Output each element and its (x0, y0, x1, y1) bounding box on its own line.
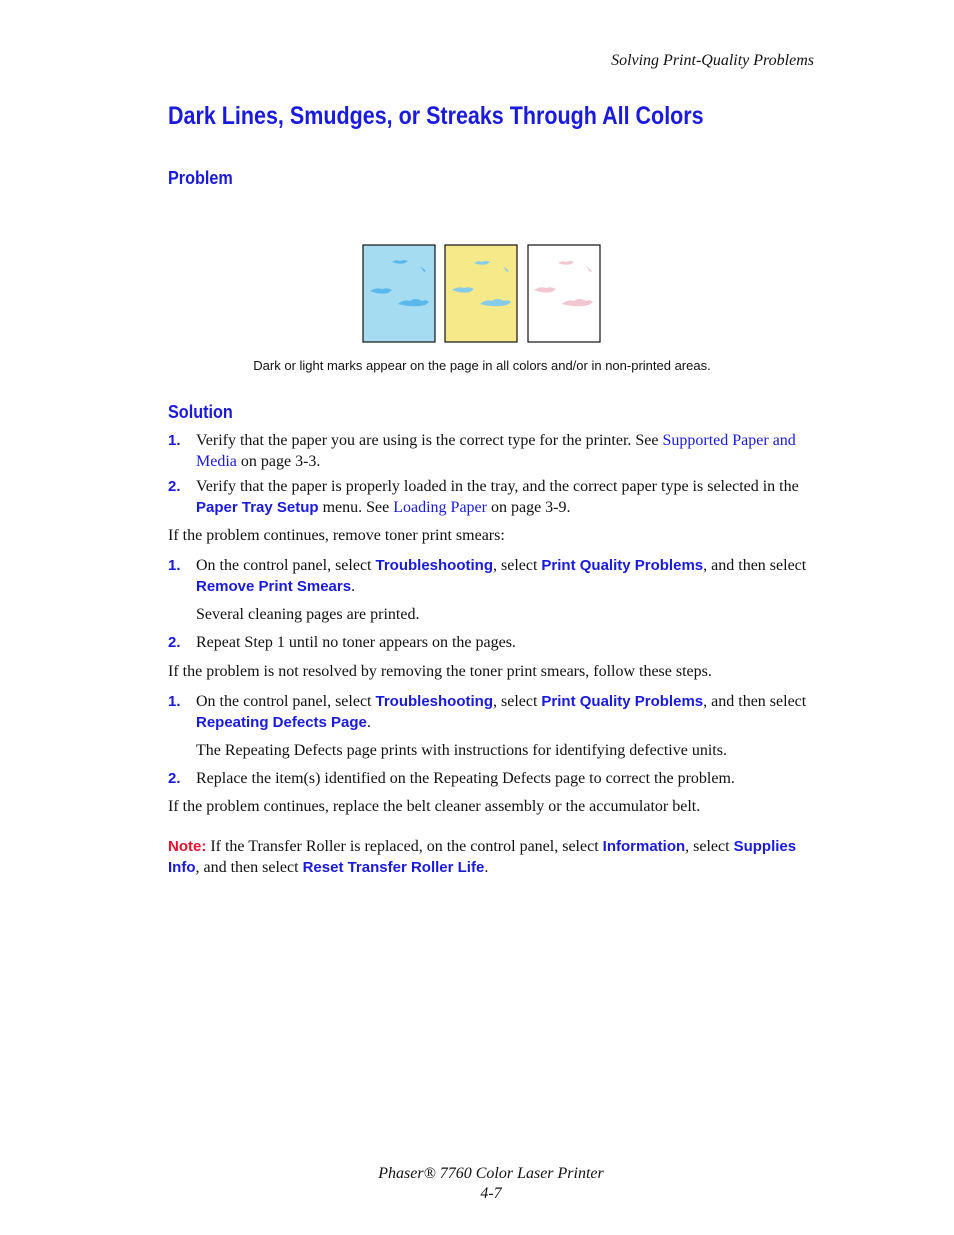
step-text: , and then select (703, 693, 807, 710)
step-a-2 (168, 476, 814, 518)
step-b-2 (168, 632, 814, 653)
problem-heading: Problem (168, 168, 233, 188)
step-text: Verify that the paper you are using is the correct type for the printer. See (196, 432, 663, 449)
para-replace: If the problem continues, replace the belt cleaner assembly or the accumulator belt. (168, 798, 701, 815)
step-number: 2. (168, 478, 181, 495)
cyan-sample-page (363, 245, 435, 342)
footer-product: Phaser® 7760 Color Laser Printer (378, 1165, 604, 1182)
page-footer (0, 1164, 954, 1204)
step-text: On the control panel, select (196, 557, 376, 574)
step-text: , select (493, 557, 542, 574)
page-title: Dark Lines, Smudges, or Streaks Through All Colors (168, 102, 704, 130)
note-text: . (484, 859, 489, 876)
step-number: 2. (168, 770, 181, 787)
illustration-caption: Dark or light marks appear on the page in all colors and/or in non-printed areas. (253, 358, 711, 373)
step-text: . (351, 578, 356, 595)
step-c-1-result: The Repeating Defects page prints with instructions for identifying defective units. (196, 742, 727, 759)
menu-troubleshooting: Troubleshooting (375, 557, 493, 574)
menu-repeating-defects-page: Repeating Defects Page (196, 714, 367, 731)
para-not-resolved: If the problem is not resolved by removing the toner print smears, follow these steps. (168, 663, 712, 680)
menu-reset-transfer-roller-life: Reset Transfer Roller Life (302, 859, 485, 876)
footer-page-number: 4-7 (480, 1185, 502, 1202)
problem-illustration (362, 244, 604, 344)
note-text: , and then select (195, 859, 303, 876)
menu-print-quality-problems: Print Quality Problems (541, 693, 704, 710)
step-text: menu. See (318, 499, 394, 516)
yellow-sample-page (445, 245, 517, 342)
supported-paper-link[interactable]: Supported Paper and Media (196, 432, 796, 470)
step-text: On the control panel, select (196, 693, 376, 710)
step-text: Repeat Step 1 until no toner appears on the pages. (196, 634, 516, 651)
step-number: 2. (168, 634, 181, 651)
step-text: on page 3-9. (486, 499, 571, 516)
para-continue: If the problem continues, remove toner print smears: (168, 527, 505, 544)
solution-body (168, 430, 814, 878)
menu-troubleshooting: Troubleshooting (375, 693, 493, 710)
menu-print-quality-problems: Print Quality Problems (541, 557, 704, 574)
note-text: If the Transfer Roller is replaced, on the control panel, select (206, 838, 603, 855)
note-label: Note: (168, 838, 207, 855)
menu-information: Information (602, 838, 686, 855)
paper-tray-setup-menu: Paper Tray Setup (196, 499, 319, 516)
step-b-1 (168, 555, 814, 597)
step-text: . (366, 714, 371, 731)
note (168, 836, 814, 878)
step-text: Verify that the paper is properly loaded in the tray, and the correct paper type is selected in the (196, 478, 799, 495)
white-sample-page (528, 245, 600, 342)
step-a-1 (168, 430, 814, 472)
step-text: , select (493, 693, 542, 710)
loading-paper-link[interactable]: Loading Paper (393, 499, 487, 516)
running-head: Solving Print-Quality Problems (611, 52, 814, 69)
step-text: , and then select (703, 557, 807, 574)
solution-heading: Solution (168, 402, 233, 422)
step-b-1-result: Several cleaning pages are printed. (196, 606, 420, 623)
menu-supplies-info: Supplies Info (168, 838, 797, 876)
menu-remove-print-smears: Remove Print Smears (196, 578, 352, 595)
step-c-1 (168, 691, 814, 733)
step-c-2 (168, 768, 814, 789)
step-number: 1. (168, 693, 181, 710)
step-number: 1. (168, 557, 181, 574)
step-text: on page 3-3. (236, 453, 321, 470)
step-text: Replace the item(s) identified on the Repeating Defects page to correct the problem. (196, 770, 735, 787)
note-text: , select (685, 838, 734, 855)
step-number: 1. (168, 432, 181, 449)
